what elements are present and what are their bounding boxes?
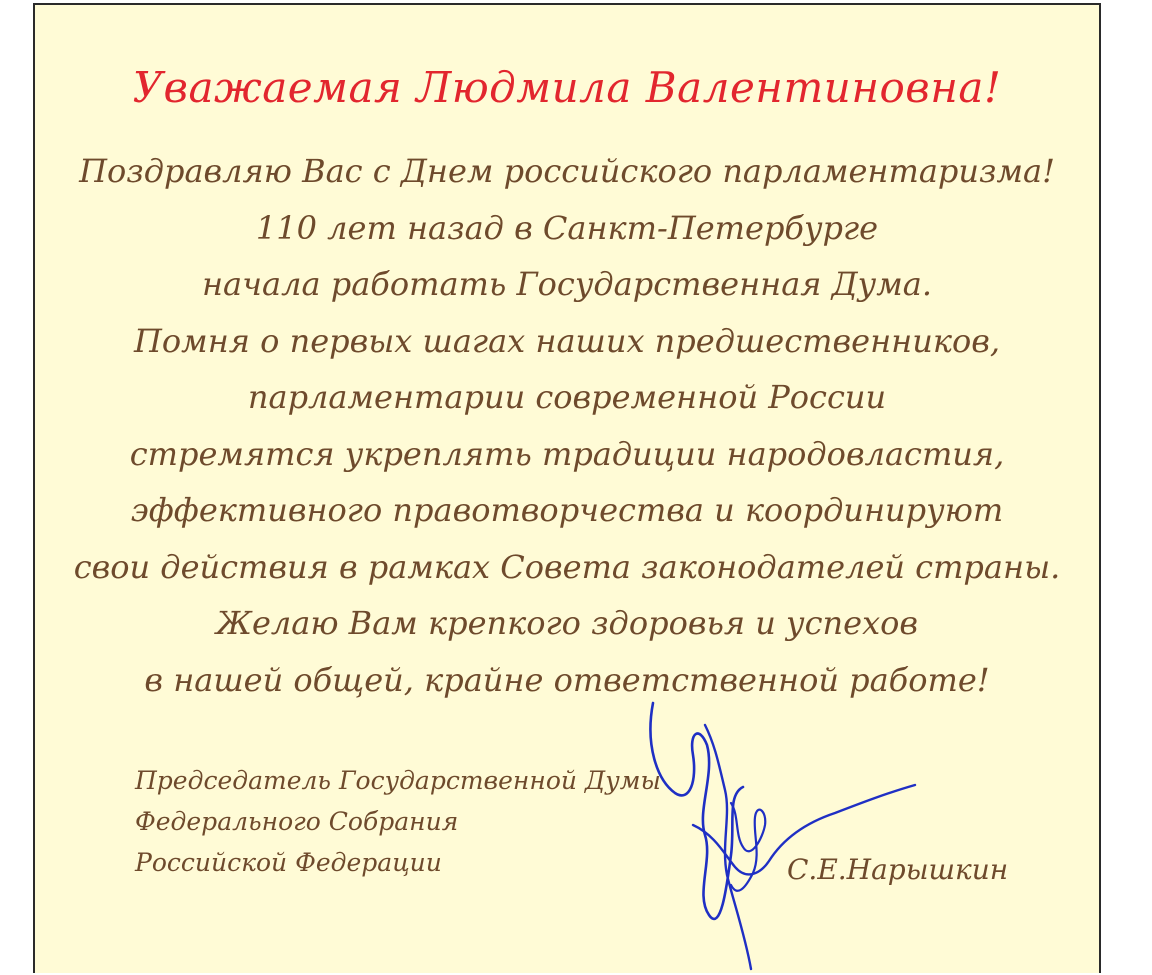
body-line: парламентарии современной России — [247, 378, 887, 416]
letter-body — [35, 143, 1099, 708]
body-line: 110 лет назад в Санкт-Петербурге — [255, 208, 879, 247]
body-line: эффективного правотворчества и координируют — [130, 491, 1004, 529]
body-line: Желаю Вам крепкого здоровья и успехов — [215, 604, 918, 642]
body-line: Поздравляю Вас с Днем российского парламентаризма! — [79, 152, 1055, 190]
signer-title-line: Председатель Государственной Думы — [135, 766, 661, 795]
handwritten-signature — [635, 685, 935, 975]
letter-card — [33, 3, 1101, 973]
body-line: стремятся укреплять традиции народовластия, — [129, 434, 1005, 473]
signer-title-line: Федерального Собрания — [135, 807, 459, 836]
body-line: начала работать Государственная Дума. — [201, 265, 933, 303]
signature-stroke — [731, 803, 765, 891]
signer-title-line: Российской Федерации — [135, 848, 442, 877]
body-line: Помня о первых шагах наших предшественников, — [134, 321, 1000, 360]
signer-title — [135, 760, 661, 883]
signer-name: С.Е.Нарышкин — [787, 853, 1009, 886]
body-line: в нашей общей, крайне ответственной работе! — [144, 660, 990, 699]
body-line: свои действия в рамках Совета законодателей страны. — [73, 547, 1061, 586]
salutation: Уважаемая Людмила Валентиновна! — [132, 63, 1002, 112]
